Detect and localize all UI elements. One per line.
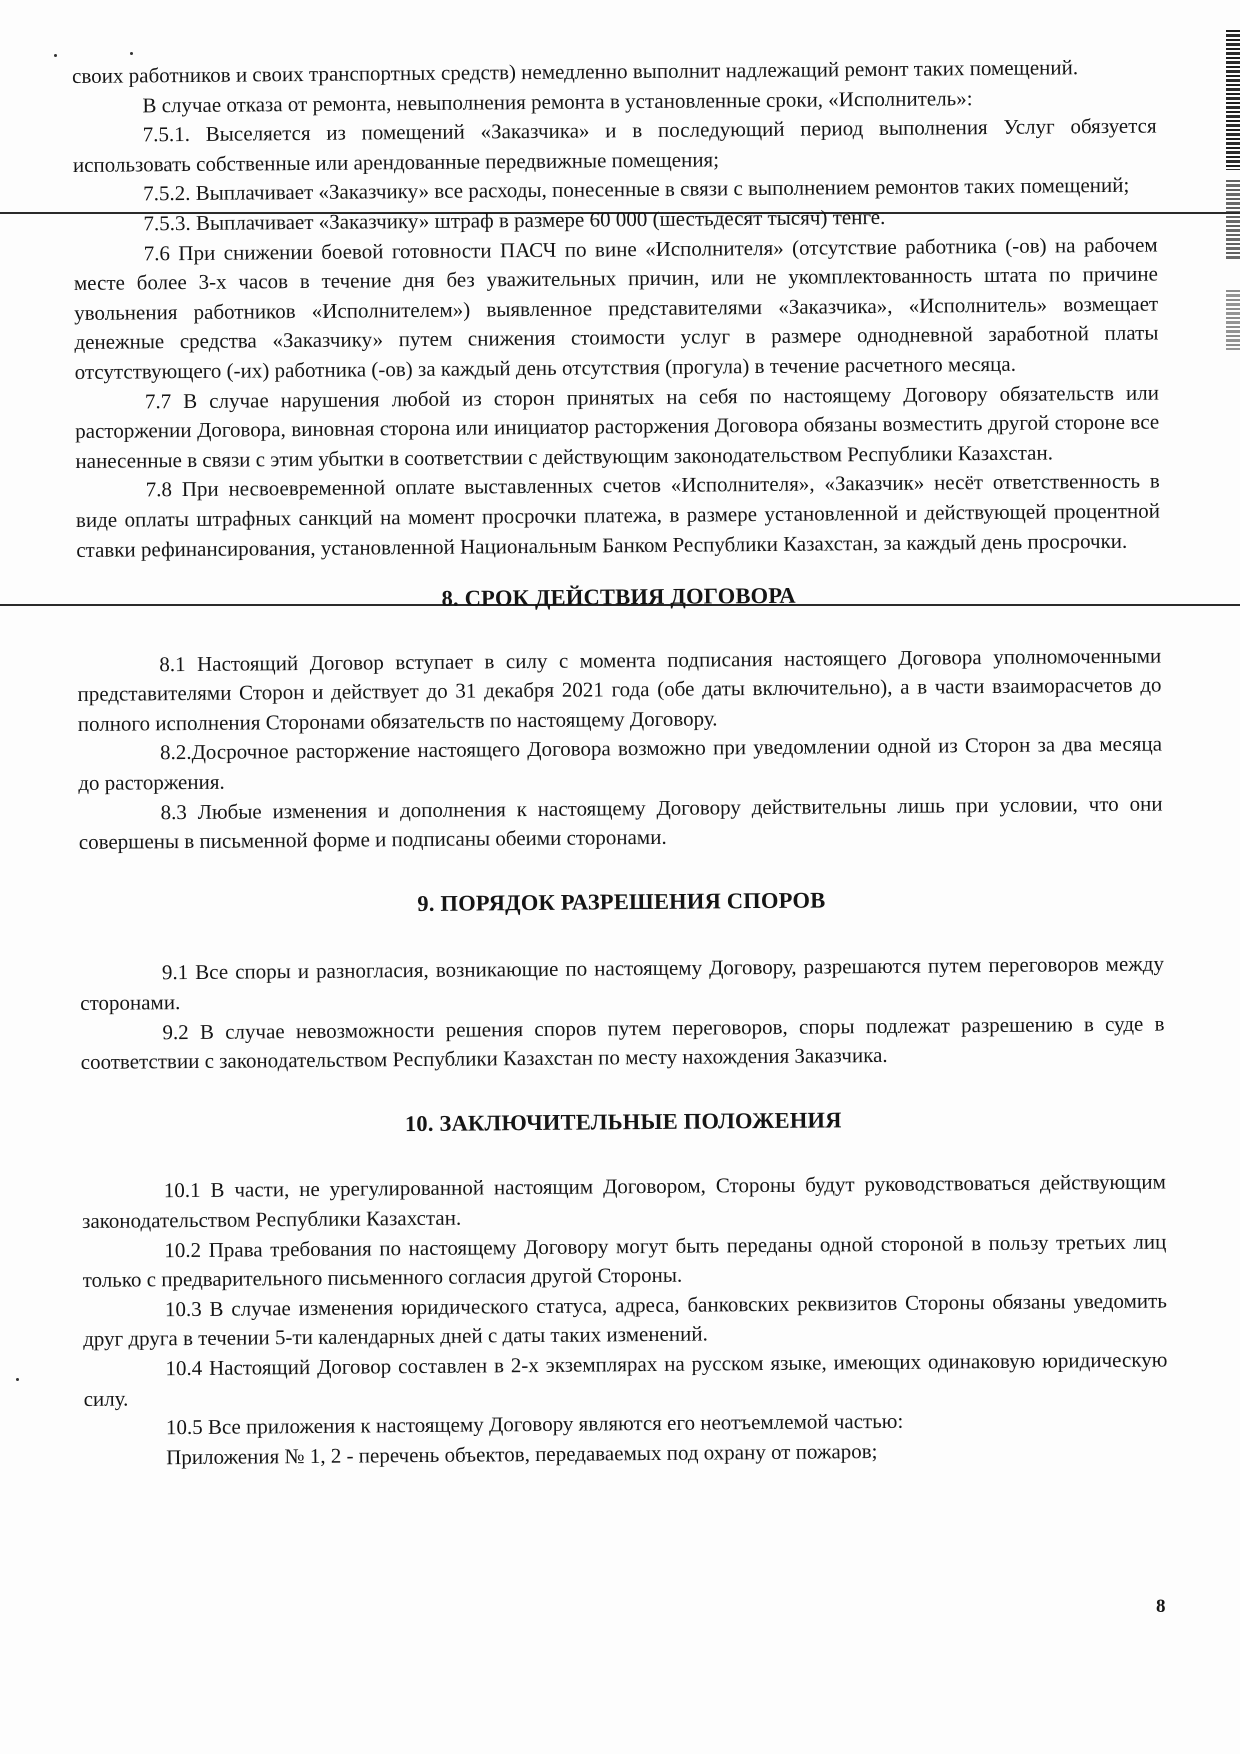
paragraph: своих работников и своих транспортных средств) немедленно выполнит надлежащий ремонт таких помещений. bbox=[72, 55, 1079, 88]
paragraph: 8.3 Любые изменения и дополнения к настоящему Договору действительны лишь при условии, что они совершены в письменной форме и подписаны обеими сторонами. bbox=[78, 791, 1163, 855]
page-number: 8 bbox=[1156, 1596, 1166, 1617]
paragraph: 7.5.2. Выплачивает «Заказчику» все расходы, понесенные в связи с выполнением ремонтов таких помещений; bbox=[143, 173, 1130, 206]
paragraph: 9.2 В случае невозможности решения споров путем переговоров, споры подлежат разрешению в суде в соответствии с законодательством Республики Казахстан по месту нахождения Заказчика. bbox=[80, 1011, 1165, 1075]
scan-speck bbox=[130, 52, 133, 55]
paragraph: 7.5.1. Выселяется из помещений «Заказчика» и в последующий период выполнения Услуг обязуется использовать собственные или арендованные передвижные помещения; bbox=[72, 113, 1157, 177]
section-heading: 10. ЗАКЛЮЧИТЕЛЬНЫЕ ПОЛОЖЕНИЯ bbox=[404, 1107, 842, 1136]
paragraph: 10.5 Все приложения к настоящему Договору являются его неотъемлемой частью: bbox=[165, 1408, 904, 1440]
document-body bbox=[72, 53, 1168, 1474]
paragraph: 10.2 Права требования по настоящему Договору могут быть переданы одной стороной в пользу третьих лиц только с предварительного письменного согласия другой Стороны. bbox=[82, 1229, 1167, 1293]
section-heading: 8. СРОК ДЕЙСТВИЯ ДОГОВОРА bbox=[441, 582, 796, 611]
paragraph: 8.1 Настоящий Договор вступает в силу с момента подписания настоящего Договора уполномоченными представителями Сторон и действует до 31 декабря 2021 года (обе даты включительно), а в части взаиморасчетов до полного исполнения Сторонами обязательств по настоящему Договору. bbox=[77, 643, 1162, 736]
scan-edge-artifact bbox=[1226, 290, 1240, 350]
paragraph: В случае отказа от ремонта, невыполнения ремонта в установленные сроки, «Исполнитель»: bbox=[142, 85, 973, 117]
paragraph: 7.6 При снижении боевой готовности ПАСЧ по вине «Исполнителя» (отсутствие работника (-ов) на рабочем месте более 3-х часов в течение дня без уважительных причин, или не укомплектованность штата по причине увольнения работников «Исполнителем») выявленное представителями «Заказчика», «Исполнитель» возмещает денежные средства «Заказчику» путем снижения стоимости услуг в размере однодневной заработной платы отсутствующего (-их) работника (-ов) за каждый день отсутствия (прогула) в течение расчетного месяца. bbox=[73, 232, 1159, 384]
paragraph: 10.1 В части, не урегулированной настоящим Договором, Стороны будут руководствоваться действующим законодательством Республики Казахстан. bbox=[82, 1169, 1166, 1233]
scan-speck bbox=[16, 1378, 19, 1381]
scan-speck bbox=[54, 54, 57, 57]
paragraph: 10.3 В случае изменения юридического статуса, адреса, банковских реквизитов Стороны обязаны уведомить друг друга в течении 5-ти календарных дней с даты таких изменений. bbox=[83, 1288, 1167, 1352]
scan-edge-artifact bbox=[1226, 30, 1240, 170]
paragraph: Приложения № 1, 2 - перечень объектов, передаваемых под охрану от пожаров; bbox=[166, 1438, 878, 1469]
paragraph: 9.1 Все споры и разногласия, возникающие по настоящему Договору, разрешаются путем переговоров между сторонами. bbox=[80, 951, 1165, 1015]
paragraph: 7.8 При несвоевременной оплате выставленных счетов «Исполнителя», «Заказчик» несёт ответственность в виде оплаты штрафных санкций на момент просрочки платежа, в размере установленной и действующей процентной ставки рефинансирования, установленной Национальным Банком Республики Казахстан, за каждый день просрочки. bbox=[75, 468, 1161, 562]
paragraph: 10.4 Настоящий Договор составлен в 2-х экземплярах на русском языке, имеющих одинаковую юридическую силу. bbox=[83, 1347, 1168, 1411]
paragraph: 7.7 В случае нарушения любой из сторон принятых на себя по настоящему Договору обязательств или расторжении Договора, виновная сторона или инициатор расторжения Договора обязаны возместить другой стороне все нанесенные в связи с этим убытки в соответствии с действующим законодательством Республики Казахстан. bbox=[75, 380, 1160, 473]
section-heading: 9. ПОРЯДОК РАЗРЕШЕНИЯ СПОРОВ bbox=[417, 887, 826, 916]
scan-edge-artifact bbox=[1226, 180, 1240, 260]
paragraph: 8.2.Досрочное расторжение настоящего Договора возможно при уведомлении одной из Сторон за два месяца до расторжения. bbox=[78, 731, 1163, 796]
paragraph: 7.5.3. Выплачивает «Заказчику» штраф в размере 60 000 (шестьдесят тысяч) тенге. bbox=[143, 204, 886, 236]
